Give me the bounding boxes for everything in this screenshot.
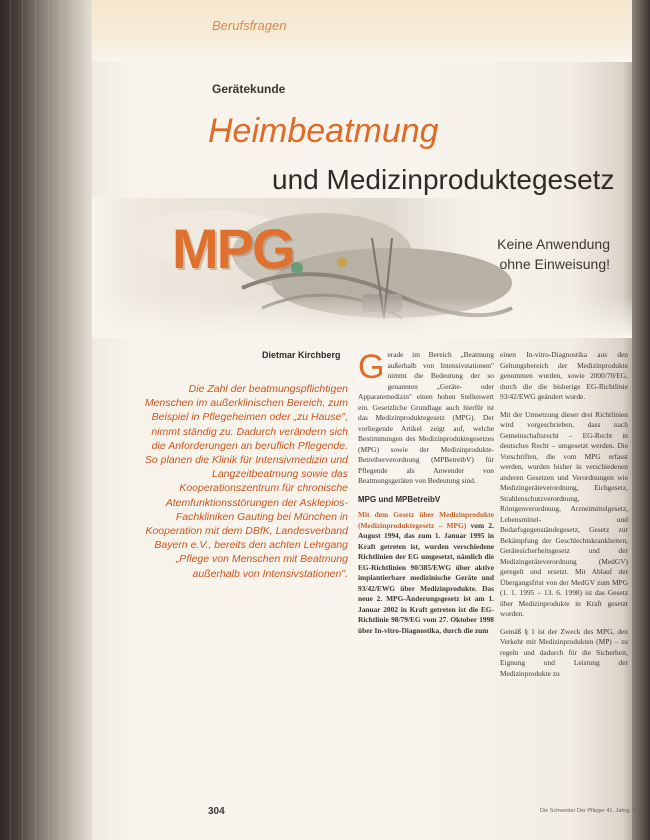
- column-heading: MPG und MPBetreibV: [358, 494, 441, 504]
- headline: Heimbeatmung: [208, 112, 439, 150]
- text-column-2: [500, 350, 628, 686]
- highlighted-text: Mit dem Gesetz über Medizinprodukte (Medizinproduktegesetz – MPG): [358, 510, 494, 530]
- section-tag: Berufsfragen: [212, 18, 287, 33]
- subtitle: [420, 234, 610, 274]
- headline-sub: und Medizinproduktegesetz: [272, 164, 615, 195]
- column-1-paragraph-2: [358, 510, 494, 636]
- subtitle-line-1: Keine Anwendung: [497, 236, 610, 252]
- column-1-paragraph-1: [358, 350, 494, 487]
- drop-cap: G: [358, 348, 385, 386]
- column-2-paragraph-3: Gemäß § 1 ist der Zweck des MPG, den Verkehr mit Medizinprodukten (MP) – zu regeln und dadurch für die Sicherheit, Eignung und Leistung der Medizinprodukte zu: [500, 626, 628, 678]
- column-2-paragraph-1: einen In-vitro-Diagnostika aus den Geltungsbereich der Medizinprodukte genommen wurden, sowie 2000/70/EG, durch die die bisherige EG-Richtlinie 93/42/EWG geändert wurde.: [500, 350, 628, 401]
- photo-mpg-text: MPG: [172, 217, 294, 280]
- column-1-text-2: vom 2. August 1994, das zum 1. Januar 1995 in Kraft getreten ist, wurden verschiedene Richtlinien der EG umgesetzt, nämlich die EG-Richtlinien 90/385/EWG über aktive implantierbare medizinische Geräte und 93/42/EWG über Medizinprodukte. Das neue 2. MPG-Änderungsgesetz ist am 1. Januar 2002 in Kraft getreten ist die EG-Richtlinie 98/79/EG vom 27. Oktober 1998 über In-vitro-Diagnostika, durch die zum: [358, 520, 494, 635]
- column-1-text: erade im Bereich „Beatmung außerhalb von Intensivstationen" nimmt die Bedeutung der so genannten „Geräte- oder Apparatemedizin" einen hohen Stellenwert ein. Gesetzliche Grundlage auch hierfür ist das Medizinproduktegesetz (MPG). Der vorliegende Artikel zeigt auf, welche Bestimmungen des Medizinproduktegesetzes (MPG) sowie der Medizinprodukte-Betreiberverordnung (MPBetreibV) für Pflegende als Anwender von Beatmungsgeräten von Bedeutung sind.: [358, 350, 494, 485]
- page-gutter-shadow: [632, 0, 650, 840]
- page-number: 304: [208, 806, 225, 817]
- text-column-1: [358, 350, 494, 643]
- page-edges: [0, 0, 92, 840]
- author: Dietmar Kirchberg: [262, 350, 341, 360]
- column-2-paragraph-2: Mit der Umsetzung dieser drei Richtlinien wird vorgeschrieben, dass nach Gemeinschaftsrecht – EG-Recht in deutsches Recht – umgesetzt werden. Die Vorschriften, die vom MPG erfasst werden, wurden bisher in verschiedenen anderen Gesetzen und Verordnungen wie Medizingeräteverordnung, Eichgesetz, Strahlenschutzverordnung, Röntgenverordnung, Arzneimittelgesetz, Lebensmittel- und Bedarfsgegenständegesetz, Gesetz zur Bekämpfung der Geschlechtskrankheiten, Gerätesicherheitsgesetz und der Medizingeräteverordnung (MedGV) geregelt und ersetzt. Mit Ablauf der Übergangsfrist von der MedGV zum MPG (1. 1. 1995 – 13. 6. 1998) ist das Gesetz über Medizinprodukte in Kraft gesetzt worden.: [500, 409, 628, 618]
- lead-paragraph: Die Zahl der beatmungspflichtigen Menschen im außerklinischen Bereich, zum Beispiel in Pflegeheimen oder „zu Hause", nimmt ständig zu. Dadurch verändern sich die Anforderungen an beruflich Pflegende. So planen die Klinik für Intensivmedizin und Langzeitbeatmung sowie das Kooperationszentrum für chronische Atemfunktionsstörungen der Asklepios-Fachkliniken Gauting bei München in Kooperation mit dem DBfK, Landesverband Bayern e.V., bereits den achten Lehrgang „Pflege von Menschen mit Beatmung außerhalb von Intensivstationen".: [144, 383, 348, 580]
- kicker: Gerätekunde: [212, 82, 286, 96]
- header-band: [92, 0, 632, 62]
- subtitle-line-2: ohne Einweisung!: [499, 256, 610, 272]
- footer-journal: Die Schwester Der Pfleger 41. Jahrg. 4/02: [540, 808, 644, 814]
